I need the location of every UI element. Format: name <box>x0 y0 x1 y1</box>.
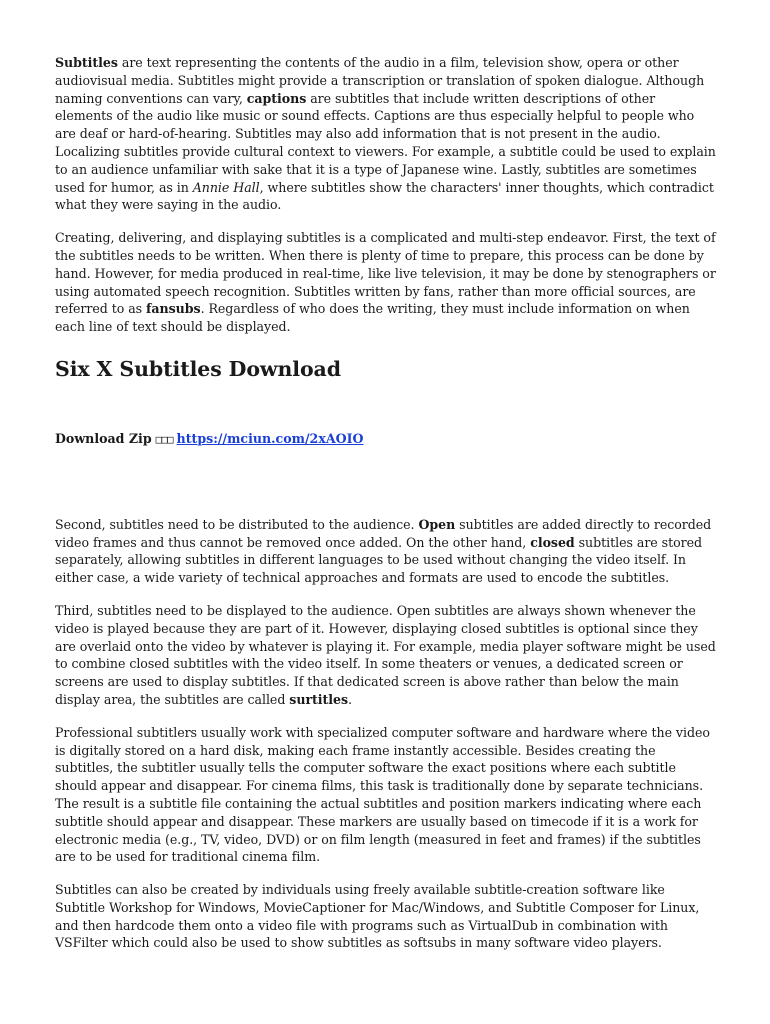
intro-paragraph-1 <box>55 54 716 214</box>
intro-p1-text-1: are text representing the contents of the audio in a film, television show, opera or other audiovisual media. Subtitles might provide a transcription or translation of spoken dialogue. Although naming conventions can vary, <box>55 55 705 106</box>
download-label: Download Zip <box>55 430 152 446</box>
download-line <box>55 430 716 449</box>
term-closed: closed <box>530 534 575 550</box>
download-link[interactable]: https://mciun.com/2xAOIO <box>176 430 364 446</box>
intro-p1-text-2: are subtitles that include written descriptions of other elements of the audio like music or sound effects. Captions are thus especially helpful to people who are deaf or hard-of-hearing. Subtitles may also add information that is not present in the audio. Localizing subtitles provide cultural context to viewers. For example, a subtitle could be used to explain to an audience unfamiliar with sake that it is a type of Japanese wine. Lastly, subtitles are sometimes used for humor, as in <box>55 90 716 195</box>
article-body <box>55 516 716 953</box>
term-open: Open <box>418 516 456 532</box>
body-p3-text-1: Second, subtitles need to be distributed to the audience. <box>55 516 419 532</box>
body-paragraph-professional: Professional subtitlers usually work with specialized computer software and hardware where the video is digitally stored on a hard disk, making each frame instantly accessible. Besides creating the subtitles, the subtitler usually tells the computer software the exact positions where each subtitle should appear and disappear. For cinema films, this task is traditionally done by separate technicians. The result is a subtitle file containing the actual subtitles and position markers indicating where each subtitle should appear and disappear. These markers are usually based on timecode if it is a work for electronic media (e.g., TV, video, DVD) or on film length (measured in feet and frames) if the subtitles are to be used for traditional cinema film. <box>55 724 710 865</box>
intro-p1-text-3: , where subtitles show the characters' inner thoughts, which contradict what they were saying in the audio. <box>55 179 714 213</box>
body-p4-text-1: Third, subtitles need to be displayed to the audience. Open subtitles are always shown whenever the video is played because they are part of it. However, displaying closed subtitles is optional since they are overlaid onto the video by whatever is playing it. For example, media player software might be used to combine closed subtitles with the video itself. In some theaters or venues, a dedicated screen or screens are used to display subtitles. If that dedicated screen is above rather than below the main display area, the subtitles are called <box>55 602 716 707</box>
film-title: Annie Hall <box>192 179 260 195</box>
intro-p2-text-2: . Regardless of who does the writing, they must include information on when each line of text should be displayed. <box>55 301 690 335</box>
intro-p2-text-1: Creating, delivering, and displaying subtitles is a complicated and multi-step endeavor. First, the text of the subtitles needs to be written. When there is plenty of time to prepare, this process can be done by hand. However, for media produced in real-time, like live television, it may be done by stenographers or using automated speech recognition. Subtitles written by fans, rather than more official sources, are referred to as <box>55 230 716 317</box>
body-p4-text-2: . <box>348 691 353 707</box>
term-captions: captions <box>246 90 307 106</box>
body-p3-text-3: subtitles are stored separately, allowing subtitles in different languages to be used without changing the video itself. In either case, a wide variety of technical approaches and formats are used to encode the subtitles. <box>55 534 702 586</box>
page-title: Six X Subtitles Download <box>55 356 341 381</box>
term-subtitles: Subtitles <box>55 55 118 70</box>
body-paragraph-display <box>55 602 716 709</box>
intro-paragraph-2 <box>55 229 716 336</box>
body-paragraph-software: Subtitles can also be created by individuals using freely available subtitle-creation software like Subtitle Workshop for Windows, MovieCaptioner for Mac/Windows, and Subtitle Composer for Linux, and then hardcode them onto a video file with programs such as VirtualDub in combination with VSFilter which could also be used to show subtitles as softsubs in many software video players. <box>55 882 700 951</box>
download-arrows-icon: □□□ <box>155 432 173 446</box>
body-p3-text-2: subtitles are added directly to recorded video frames and thus cannot be removed once added. On the other hand, <box>55 516 712 550</box>
body-paragraph-distribution <box>55 516 716 587</box>
term-surtitles: surtitles <box>289 691 349 707</box>
term-fansubs: fansubs <box>146 301 201 317</box>
